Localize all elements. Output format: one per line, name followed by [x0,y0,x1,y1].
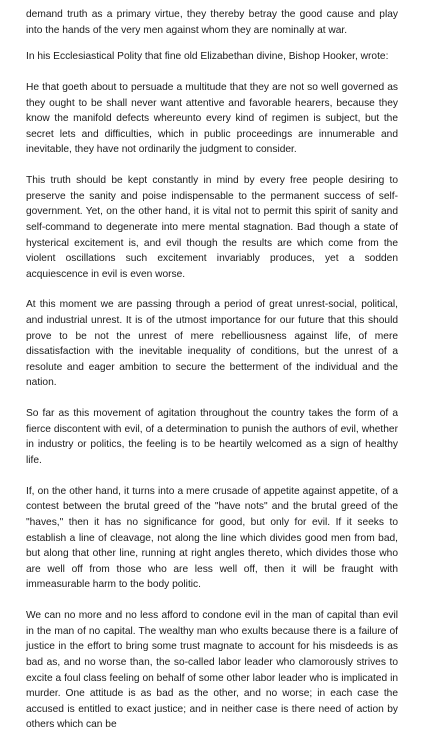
paragraph: If, on the other hand, it turns into a mere crusade of appetite against appetite, of a contest between the brutal greed of the "have nots" and the brutal greed of the "haves," then it has no significance for good, but only for evil. If it seeks to establish a line of cleavage, not along the line which divides good men from bad, but along that other line, running at right angles thereto, which divides those who are well off from those who are less well off, then it will be fraught with immeasurable harm to the body politic. [26,485,398,591]
paragraph: So far as this movement of agitation throughout the country takes the form of a fierce discontent with evil, of a determination to punish the authors of evil, whether in industry or politics, the feeling is to be heartily welcomed as a sign of healthy life. [26,408,398,466]
block-quote: He that goeth about to persuade a multitude that they are not so well governed as they ought to be shall never want attentive and favorable hearers, because they know the manifold defects whereunto every kind of regimen is subject, but the secret lets and difficulties, which in public proceedings are innumerable and inevitable, they have not ordinarily the judgment to consider. [26,81,398,156]
paragraph: This truth should be kept constantly in mind by every free people desiring to preserve the sanity and poise indispensable to the permanent success of self-government. Yet, on the other hand, it is vital not to permit this spirit of sanity and self-command to degenerate into mere mental stagnation. Bad though a state of hysterical excitement is, and evil though the results are which come from the violent oscillations such excitement invariably produces, yet a sodden acquiescence in evil is even worse. [26,175,398,280]
paragraph: We can no more and no less afford to condone evil in the man of capital than evil in the man of no capital. The wealthy man who exults because there is a failure of justice in the effort to bring some trust magnate to account for his misdeeds is as bad as, and no worse than, the so-called labor leader who clamorously strives to excite a foul class feeling on behalf of some other labor leader who is implicated in murder. One attitude is as bad as the other, and no worse; in each case the accused is entitled to exact justice; and in neither case is there need of action by others which can be [26,610,398,731]
document-page [26,7,398,748]
paragraph: In his Ecclesiastical Polity that fine old Elizabethan divine, Bishop Hooker, wrote: [26,51,389,63]
paragraph: demand truth as a primary virtue, they thereby betray the good cause and play into the hands of the very men against whom they are nominally at war. [26,9,398,36]
paragraph: At this moment we are passing through a period of great unrest-social, political, and industrial unrest. It is of the utmost importance for our future that this should prove to be not the unrest of mere rebelliousness against life, of mere dissatisfaction with the inevitable inequality of conditions, but the unrest of a resolute and eager ambition to secure the betterment of the individual and the nation. [26,299,398,389]
